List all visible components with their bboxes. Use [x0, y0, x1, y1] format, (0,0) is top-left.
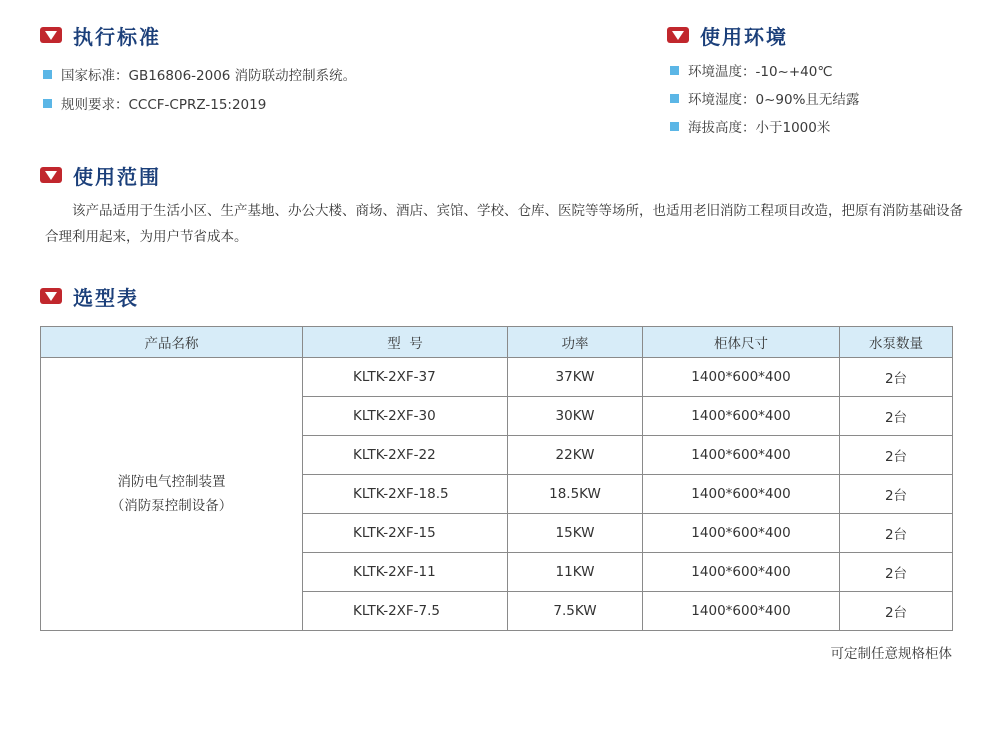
custom-size-note: 可定制任意规格柜体 [830, 646, 952, 662]
pumps-cell: 2台 [840, 436, 953, 475]
environment-item-text: 环境温度：-10~+40℃ [688, 64, 833, 80]
section-label: 执行标准 [73, 24, 161, 49]
square-bullet-icon [43, 70, 52, 79]
size-cell: 1400*600*400 [643, 436, 840, 475]
down-triangle-icon [40, 288, 62, 304]
section-title-selection [40, 281, 139, 311]
environment-item-text: 环境湿度：0~90%且无结露 [688, 92, 860, 108]
table-row [41, 358, 953, 397]
power-cell: 22KW [508, 436, 643, 475]
power-cell: 37KW [508, 358, 643, 397]
down-triangle-icon [40, 27, 62, 43]
model-cell: KLTK-2XF-22 [303, 436, 508, 475]
pumps-cell: 2台 [840, 553, 953, 592]
header-cabinet-size: 柜体尺寸 [643, 327, 840, 358]
size-cell: 1400*600*400 [643, 358, 840, 397]
section-title-standards [40, 20, 161, 50]
pumps-cell: 2台 [840, 397, 953, 436]
section-label: 使用环境 [700, 24, 788, 49]
power-cell: 30KW [508, 397, 643, 436]
environment-item [670, 88, 859, 108]
size-cell: 1400*600*400 [643, 475, 840, 514]
down-triangle-icon [667, 27, 689, 43]
size-cell: 1400*600*400 [643, 514, 840, 553]
section-title-scope [40, 160, 161, 190]
square-bullet-icon [670, 66, 679, 75]
environment-item [670, 116, 830, 136]
product-name-cell [41, 358, 303, 631]
power-cell: 15KW [508, 514, 643, 553]
power-cell: 11KW [508, 553, 643, 592]
model-cell: KLTK-2XF-18.5 [303, 475, 508, 514]
section-label: 使用范围 [73, 164, 161, 189]
header-model: 型 号 [303, 327, 508, 358]
product-name: 消防电气控制装置 [117, 474, 226, 490]
standard-item-text: 国家标准：GB16806-2006 消防联动控制系统。 [61, 68, 357, 84]
square-bullet-icon [670, 122, 679, 131]
size-cell: 1400*600*400 [643, 553, 840, 592]
header-pump-count: 水泵数量 [840, 327, 953, 358]
model-cell: KLTK-2XF-37 [303, 358, 508, 397]
pumps-cell: 2台 [840, 514, 953, 553]
section-label: 选型表 [73, 285, 139, 310]
standard-item [43, 93, 266, 113]
pumps-cell: 2台 [840, 592, 953, 631]
size-cell: 1400*600*400 [643, 397, 840, 436]
pumps-cell: 2台 [840, 475, 953, 514]
square-bullet-icon [670, 94, 679, 103]
header-product-name: 产品名称 [41, 327, 303, 358]
header-power: 功率 [508, 327, 643, 358]
model-cell: KLTK-2XF-15 [303, 514, 508, 553]
standard-item-text: 规则要求：CCCF-CPRZ-15:2019 [61, 97, 267, 113]
table-header-row [41, 327, 953, 358]
environment-item-text: 海拔高度：小于1000米 [688, 120, 831, 136]
power-cell: 7.5KW [508, 592, 643, 631]
standard-item [43, 64, 356, 84]
size-cell: 1400*600*400 [643, 592, 840, 631]
selection-table [40, 326, 953, 631]
model-cell: KLTK-2XF-7.5 [303, 592, 508, 631]
scope-paragraph: 该产品适用于生活小区、生产基地、办公大楼、商场、酒店、宾馆、学校、仓库、医院等等场所，也适用老旧消防工程项目改造，把原有消防基础设备合理利用起来，为用户节省成本。 [45, 203, 963, 245]
model-cell: KLTK-2XF-30 [303, 397, 508, 436]
down-triangle-icon [40, 167, 62, 183]
pumps-cell: 2台 [840, 358, 953, 397]
section-title-environment [667, 20, 788, 50]
model-cell: KLTK-2XF-11 [303, 553, 508, 592]
environment-item [670, 60, 833, 80]
power-cell: 18.5KW [508, 475, 643, 514]
product-subname: （消防泵控制设备） [110, 498, 233, 514]
square-bullet-icon [43, 99, 52, 108]
